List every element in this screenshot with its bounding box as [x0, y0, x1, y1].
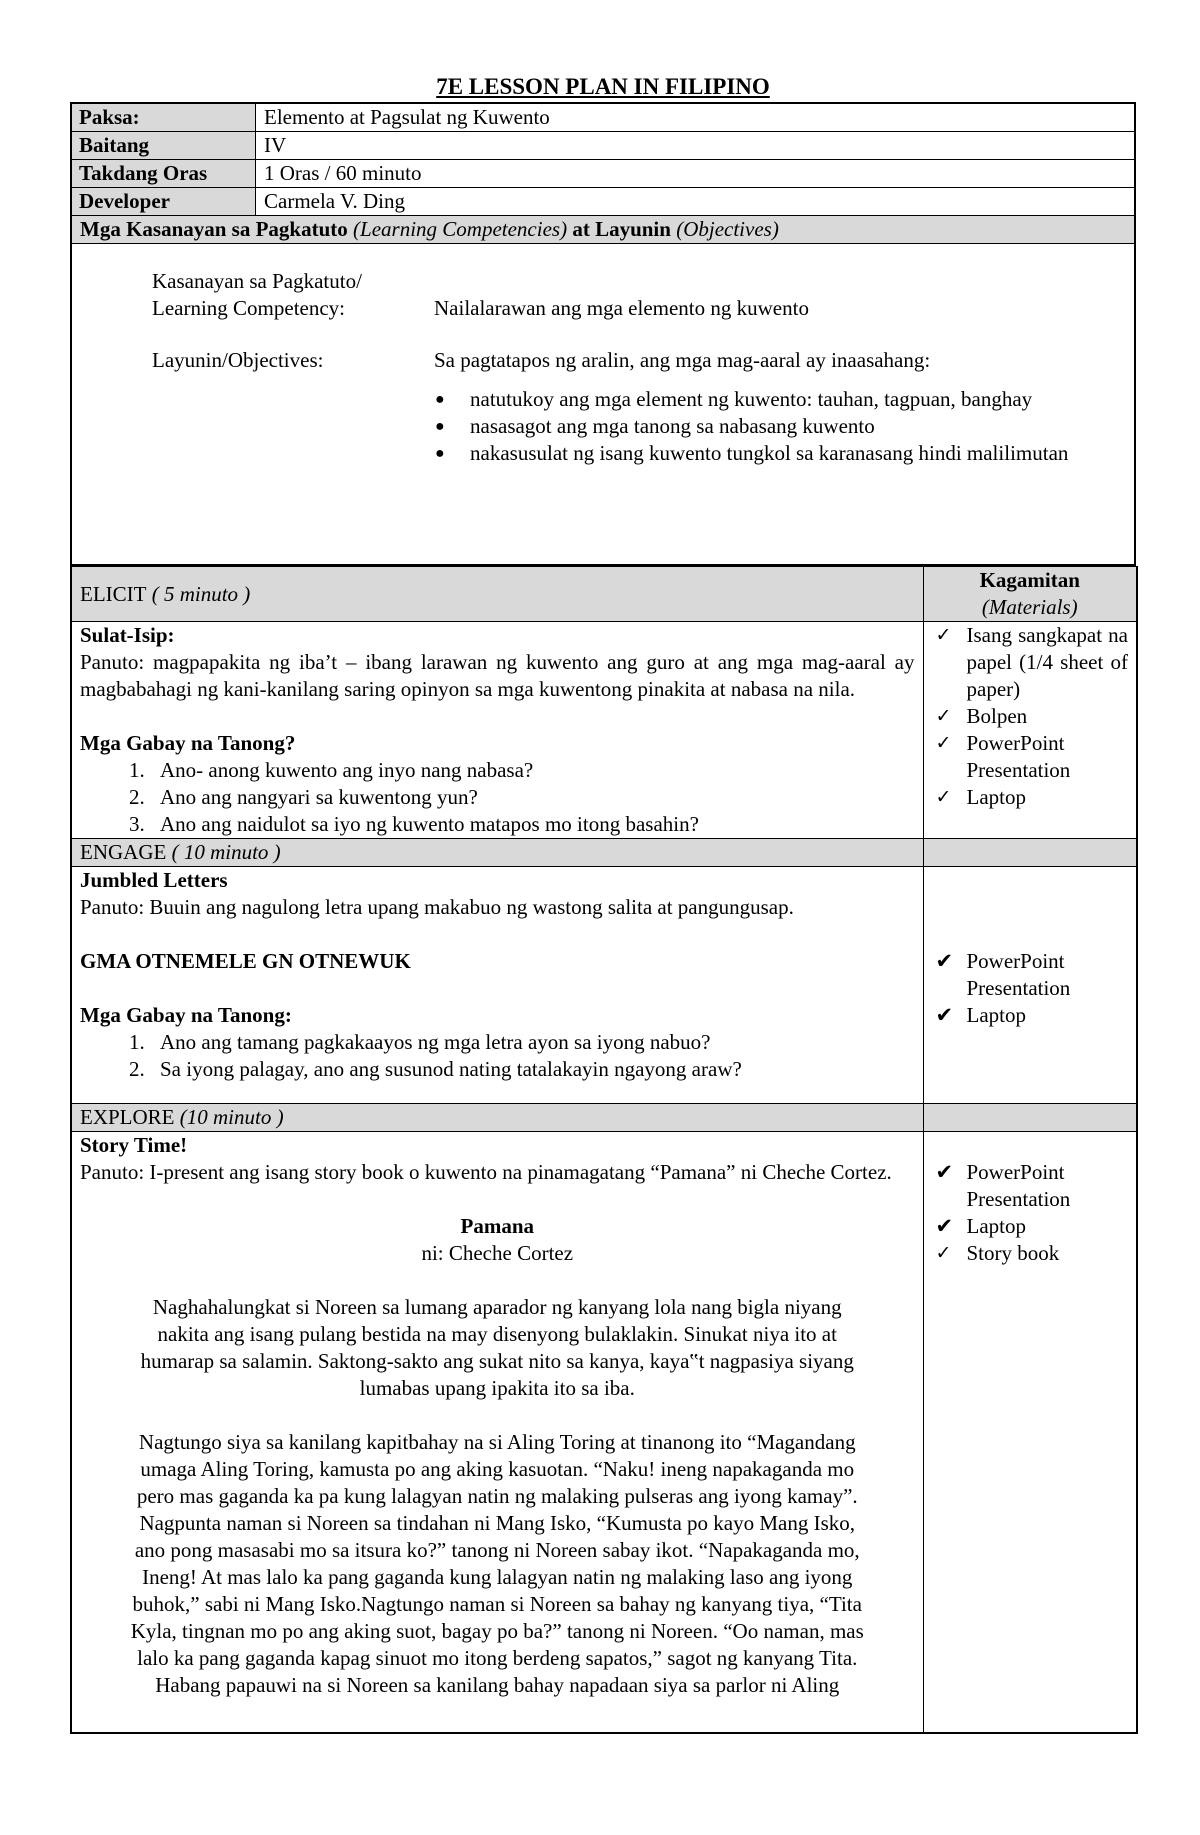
competency-label-line2: Learning Competency: — [152, 296, 346, 320]
story-paragraph-2 — [80, 1429, 915, 1699]
elicit-questions — [80, 757, 915, 838]
story-paragraph-1 — [80, 1294, 915, 1402]
story — [80, 1213, 915, 1699]
check-icon: ✓ — [935, 624, 952, 646]
check-icon: ✓ — [935, 786, 952, 808]
story-line: nakita ang isang pulang bestida na may disenyong bulaklakin. Sinukat niya ito at — [157, 1322, 837, 1346]
engage-instructions: Panuto: Buuin ang nagulong letra upang makabuo ng wastong salita at pangungusap. — [80, 895, 794, 919]
info-value: 1 Oras / 60 minuto — [256, 160, 1136, 188]
info-label: Baitang — [71, 132, 256, 160]
story-line: Kyla, tingnan mo po ang aking suot, bagay po ba?” tanong ni Noreen. “Oo naman, mas — [130, 1619, 864, 1643]
explore-instructions: Panuto: I-present ang isang story book o kuwento na pinamagatang “Pamana” ni Cheche Cortez. — [80, 1160, 892, 1184]
story-line: buhok,” sabi ni Mang Isko.Nagtungo naman si Noreen sa bahay ng kanyang tiya, “Tita — [132, 1592, 862, 1616]
lesson-table — [70, 566, 1138, 1734]
check-icon: ✔ — [935, 1214, 954, 1238]
engage-body-row — [71, 867, 1137, 1104]
elicit-activity-title: Sulat-Isip: — [80, 623, 175, 647]
elicit-guide-title: Mga Gabay na Tanong? — [80, 731, 296, 755]
engage-header-row — [71, 839, 1137, 867]
info-row-paksa — [71, 103, 1135, 132]
question-item: 1. Ano- anong kuwento ang inyo nang nabasa? — [150, 757, 915, 784]
materials-list — [932, 622, 1129, 811]
material-item — [932, 948, 1129, 1002]
explore-materials — [923, 1132, 1137, 1734]
material-item — [932, 784, 1129, 811]
engage-title: ENGAGE — [80, 840, 167, 864]
material-label: Story book — [966, 1241, 1060, 1265]
question-item: 1. Ano ang tamang pagkakaayos ng mga letra ayon sa iyong nabuo? — [150, 1029, 915, 1056]
material-label: PowerPoint Presentation — [966, 1160, 1071, 1211]
material-label: PowerPoint Presentation — [966, 731, 1071, 782]
story-line: Naghahalungkat si Noreen sa lumang aparador ng kanyang lola nang bigla niyang — [152, 1295, 842, 1319]
info-row-developer — [71, 188, 1135, 216]
story-line: Nagtungo siya sa kanilang kapitbahay na si Aling Toring at tinanong ito “Magandang — [138, 1430, 856, 1454]
material-label: Laptop — [966, 1003, 1026, 1027]
material-item — [932, 730, 1129, 784]
engage-guide-title: Mga Gabay na Tanong: — [80, 1003, 292, 1027]
competency-value: Nailalarawan ang mga elemento ng kuwento — [434, 296, 809, 320]
competencies-header-part2: (Learning Competencies) — [353, 217, 568, 241]
elicit-content — [71, 622, 923, 839]
info-label: Paksa: — [71, 103, 256, 132]
question-item: 2. Sa iyong palagay, ano ang susunod nating tatalakayin ngayong araw? — [150, 1056, 915, 1083]
story-line: pero mas gaganda ka pa kung lalagyan natin ng malaking pulseras ang iyong kamay”. — [136, 1484, 858, 1508]
lesson-plan-page — [70, 72, 1136, 1734]
info-value: Elemento at Pagsulat ng Kuwento — [256, 103, 1136, 132]
competencies-section — [71, 244, 1135, 566]
engage-questions — [80, 1029, 915, 1083]
competencies-header-part1: Mga Kasanayan sa Pagkatuto — [80, 217, 354, 241]
competencies-header-part4: (Objectives) — [676, 217, 779, 241]
explore-header-row — [71, 1104, 1137, 1132]
info-table — [70, 102, 1136, 566]
objectives-list — [434, 386, 1128, 467]
explore-header — [71, 1104, 923, 1132]
story-line: humarap sa salamin. Saktong-sakto ang sukat nito sa kanya, kaya‟t nagpasiya siyang — [140, 1349, 854, 1373]
story-line: Nagpunta naman si Noreen sa tindahan ni Mang Isko, “Kumusta po kayo Mang Isko, — [139, 1511, 856, 1535]
explore-content — [71, 1132, 923, 1734]
materials-header-sub: (Materials) — [981, 595, 1078, 619]
story-line: ano pong masasabi mo sa itsura ko?” tanong ni Noreen sabay ikot. “Napakaganda mo, — [134, 1538, 860, 1562]
objectives-intro: Sa pagtatapos ng aralin, ang mga mag-aaral ay inaasahang: — [434, 348, 931, 372]
story-line: umaga Aling Toring, kamusta po ang aking kasuotan. “Naku! ineng napakaganda mo — [140, 1457, 855, 1481]
engage-content — [71, 867, 923, 1104]
explore-activity-title: Story Time! — [80, 1133, 188, 1157]
info-label: Developer — [71, 188, 256, 216]
story-author: ni: Cheche Cortez — [421, 1241, 574, 1265]
engage-time: ( 10 minuto ) — [166, 840, 281, 864]
page-title: 7E LESSON PLAN IN FILIPINO — [436, 74, 770, 99]
check-icon: ✓ — [935, 705, 952, 727]
material-label: Isang sangkapat na papel (1/4 sheet of paper) — [966, 623, 1128, 701]
competency-label-line1: Kasanayan sa Pagkatuto/ — [152, 269, 362, 293]
jumbled-letters: GMA OTNEMELE GN OTNEWUK — [80, 949, 411, 973]
question-item: 3. Ano ang naidulot sa iyo ng kuwento matapos mo itong basahin? — [150, 811, 915, 838]
check-icon: ✓ — [935, 1242, 952, 1264]
explore-header-materials — [923, 1104, 1137, 1132]
materials-list — [932, 948, 1129, 1029]
materials-list — [932, 1159, 1129, 1267]
competencies-header-part3: at Layunin — [567, 217, 677, 241]
story-line: lumabas upang ipakita ito sa iba. — [359, 1376, 635, 1400]
check-icon: ✔ — [935, 949, 954, 973]
materials-header-label: Kagamitan — [979, 568, 1080, 592]
info-row-baitang — [71, 132, 1135, 160]
material-item — [932, 622, 1129, 703]
info-value: IV — [256, 132, 1136, 160]
info-label: Takdang Oras — [71, 160, 256, 188]
check-icon: ✔ — [935, 1160, 954, 1184]
explore-body-row — [71, 1132, 1137, 1734]
objective-item: ● natutukoy ang mga element ng kuwento: tauhan, tagpuan, banghay — [470, 386, 1128, 413]
engage-activity-title: Jumbled Letters — [80, 868, 228, 892]
competencies-header — [71, 216, 1135, 244]
competency-table — [152, 268, 1128, 467]
engage-header — [71, 839, 923, 867]
story-line: lalo ka pang gaganda kapag sinuot mo itong berdeng sapatos,” sagot ng kanyang Tita. — [137, 1646, 858, 1670]
check-icon: ✓ — [935, 732, 952, 754]
info-row-takdang-oras — [71, 160, 1135, 188]
objective-item: ● nasasagot ang mga tanong sa nabasang kuwento — [470, 413, 1128, 440]
objectives-label: Layunin/Objectives: — [152, 348, 324, 372]
material-item — [932, 1159, 1129, 1213]
explore-time: (10 minuto ) — [174, 1105, 284, 1129]
elicit-header — [71, 567, 923, 622]
material-item — [932, 1240, 1129, 1267]
objective-item: ● nakasusulat ng isang kuwento tungkol sa karanasang hindi malilimutan — [470, 440, 1128, 467]
story-title: Pamana — [460, 1214, 534, 1238]
engage-materials — [923, 867, 1137, 1104]
material-label: Laptop — [966, 785, 1026, 809]
elicit-materials — [923, 622, 1137, 839]
question-item: 2. Ano ang nangyari sa kuwentong yun? — [150, 784, 915, 811]
materials-header — [923, 567, 1137, 622]
explore-title: EXPLORE — [80, 1105, 175, 1129]
elicit-time: ( 5 minuto ) — [146, 581, 251, 606]
elicit-body-row — [71, 622, 1137, 839]
material-item — [932, 1213, 1129, 1240]
elicit-header-row — [71, 567, 1137, 622]
material-label: Bolpen — [966, 704, 1028, 728]
check-icon: ✔ — [935, 1003, 954, 1027]
material-item — [932, 703, 1129, 730]
elicit-instructions: Panuto: magpapakita ng iba’t – ibang larawan ng kuwento ang guro at ang mga mag-aaral ay magbabahagi ng kani-kanilang saring opinyon sa mga kuwentong pinakita at nabasa na nila. — [80, 650, 915, 701]
info-value: Carmela V. Ding — [256, 188, 1136, 216]
material-label: PowerPoint Presentation — [966, 949, 1071, 1000]
material-item — [932, 1002, 1129, 1029]
material-label: Laptop — [966, 1214, 1026, 1238]
engage-header-materials — [923, 839, 1137, 867]
story-line: Habang papauwi na si Noreen sa kanilang bahay napadaan siya sa parlor ni Aling — [155, 1673, 840, 1697]
story-line: Ineng! At mas lalo ka pang gaganda kung lalagyan natin ng malaking laso ang iyong — [142, 1565, 853, 1589]
elicit-title: ELICIT — [80, 581, 147, 606]
